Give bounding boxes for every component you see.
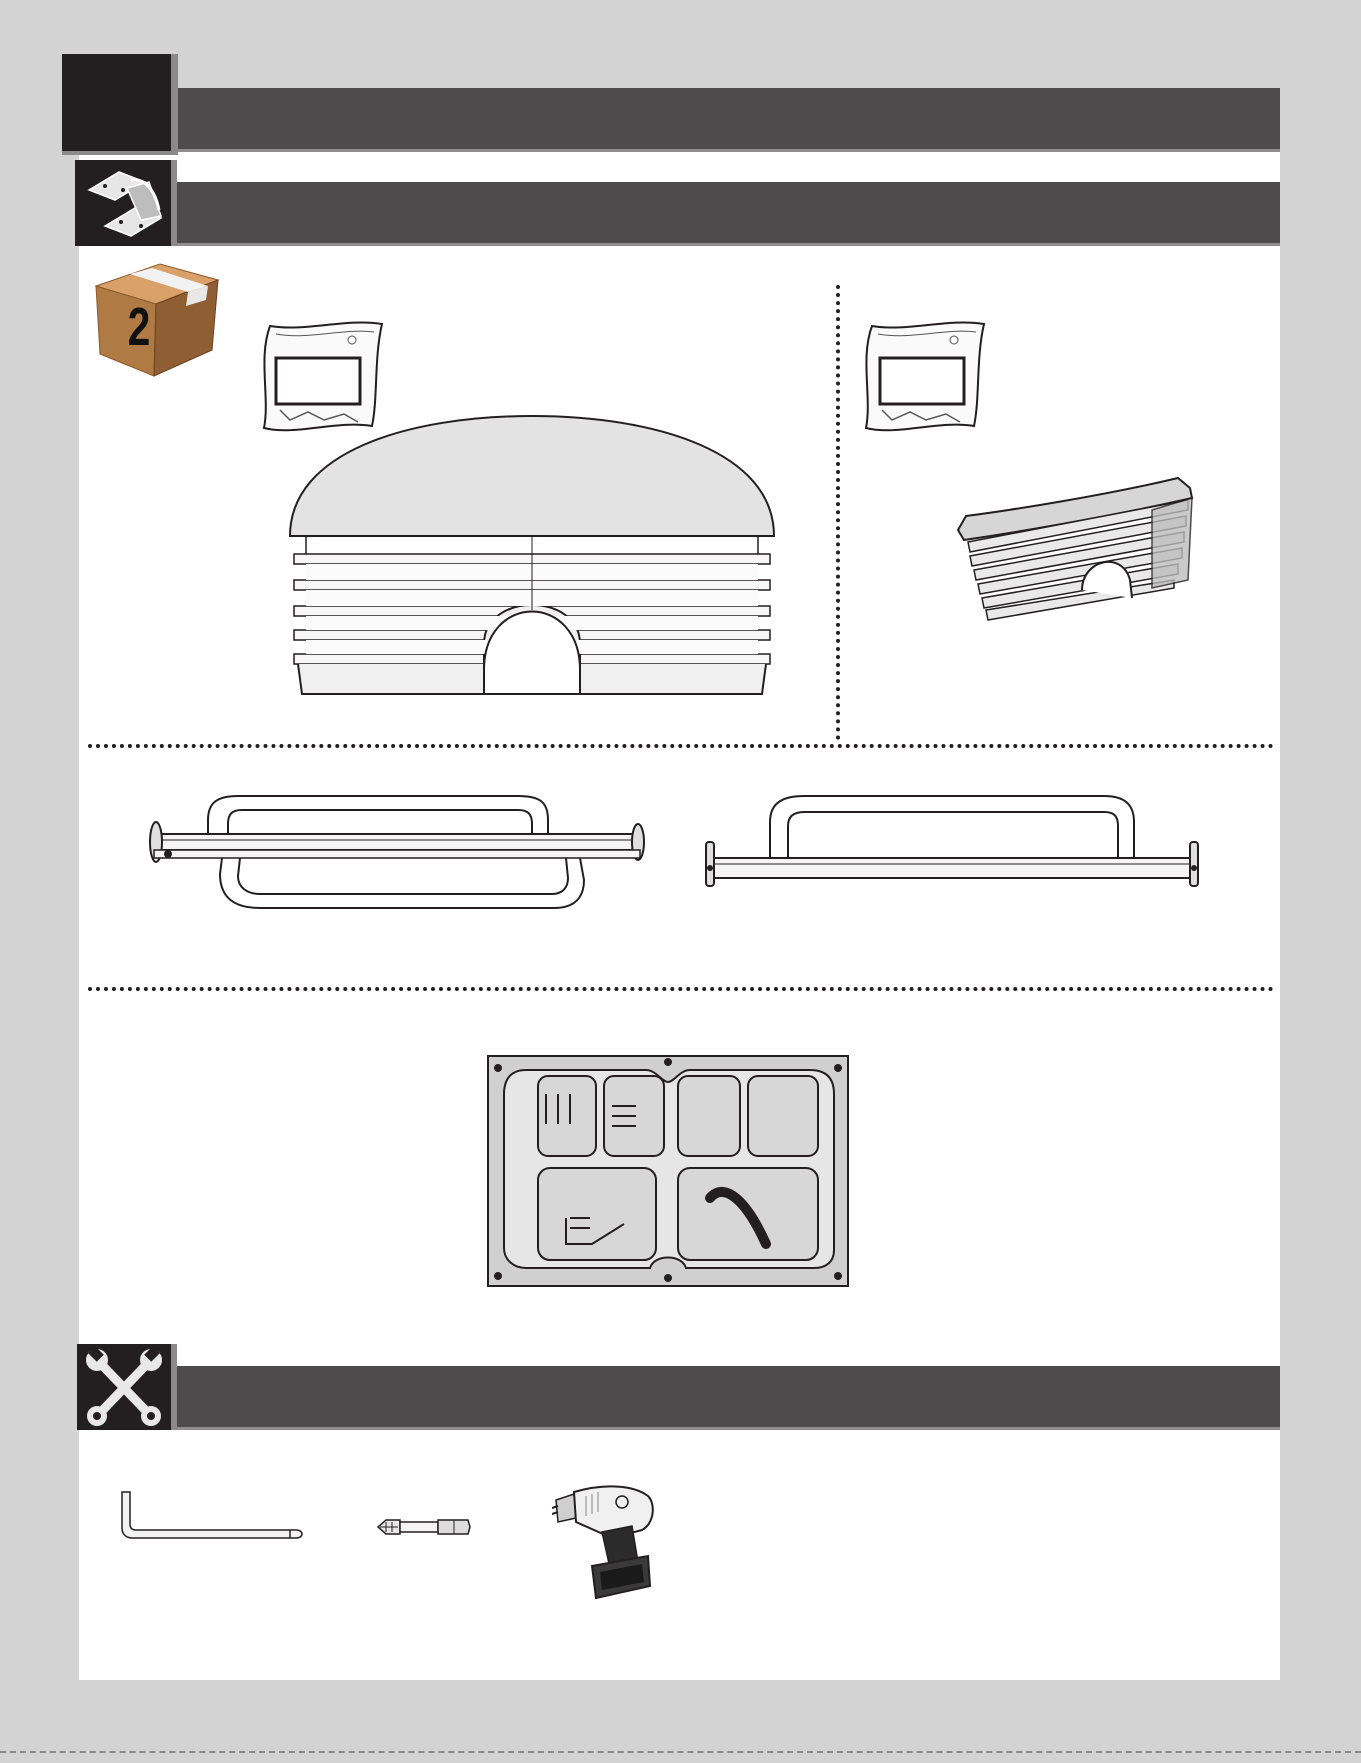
step-title-bar [178, 88, 1280, 152]
phillips-bit-icon [376, 1512, 472, 1542]
tools-title-bar [177, 1366, 1280, 1430]
bottom-shelf-panel-icon [486, 1054, 850, 1289]
cover-small-detail-thumbnail [858, 318, 988, 434]
step-number-box [62, 54, 178, 155]
carton-box-icon [90, 258, 220, 378]
divider-horizontal-2 [88, 987, 1274, 991]
divider-vertical [836, 285, 840, 740]
parts-title-bar [177, 182, 1280, 246]
cart-cover-large-icon [288, 412, 776, 697]
bracket-parts-icon [75, 160, 177, 246]
power-drill-icon [552, 1482, 658, 1602]
page-bottom-edge [0, 1751, 1361, 1763]
cart-cover-small-icon [952, 470, 1198, 630]
crossed-wrenches-icon [77, 1344, 177, 1430]
handle-assembly-single-icon [700, 792, 1200, 896]
allen-key-icon [118, 1488, 304, 1542]
divider-horizontal-1 [88, 744, 1274, 748]
handle-assembly-double-icon [148, 792, 648, 914]
box-number: 2 [127, 297, 151, 357]
